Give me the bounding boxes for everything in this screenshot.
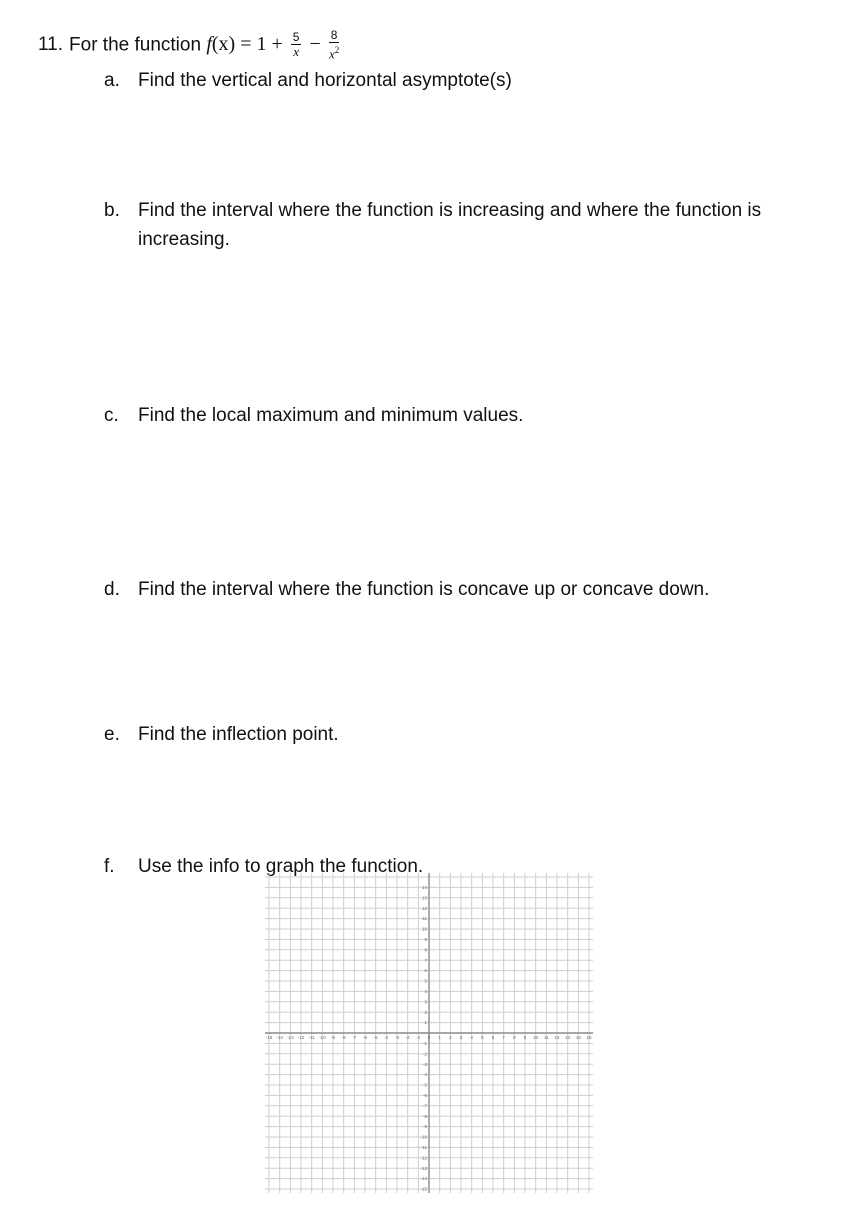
x-tick-label: 13: [565, 1035, 571, 1040]
y-tick-label: -2: [422, 1051, 427, 1057]
x-tick-label: -13: [287, 1035, 294, 1040]
x-tick-label: 10: [533, 1035, 539, 1040]
part-label: b.: [104, 200, 120, 221]
y-tick-label: 1: [424, 1020, 427, 1026]
part-label: e.: [104, 724, 120, 745]
y-tick-label: -8: [422, 1113, 427, 1119]
x-tick-label: 1: [438, 1035, 441, 1040]
part-text: Find the interval where the function is concave up or concave down.: [138, 579, 710, 600]
x-tick-label: 7: [502, 1035, 505, 1040]
part-label: f.: [104, 856, 115, 877]
coordinate-grid-svg: [265, 873, 593, 1193]
x-tick-label: 0: [427, 1035, 431, 1040]
function-expression: [206, 28, 342, 62]
y-tick-label: 7: [424, 957, 427, 963]
minus-sign: −: [309, 33, 321, 56]
y-tick-label: -12: [420, 1155, 427, 1161]
y-tick-label: -11: [420, 1145, 427, 1150]
y-tick-label: 9: [424, 937, 427, 942]
fraction-numerator: 8: [330, 28, 338, 42]
part-label: c.: [104, 405, 119, 426]
y-tick-label: 8: [424, 947, 427, 953]
question-number: 11.: [38, 34, 64, 56]
y-tick-label: -5: [422, 1082, 427, 1088]
denominator-variable: x: [328, 46, 335, 62]
part-text: Find the inflection point.: [138, 724, 339, 745]
x-tick-label: 15: [586, 1035, 592, 1040]
y-tick-label: 14: [421, 885, 427, 890]
constant-term: 1: [256, 33, 267, 56]
y-tick-label: -14: [420, 1176, 427, 1182]
plus-sign: +: [271, 33, 283, 56]
x-tick-label: 4: [470, 1035, 473, 1040]
y-tick-label: 6: [424, 968, 427, 974]
fraction-5-over-x: [291, 30, 302, 59]
x-tick-label: 8: [513, 1035, 516, 1040]
x-tick-label: -12: [297, 1035, 305, 1040]
fraction-denominator: x: [293, 44, 300, 60]
y-tick-label: -4: [422, 1072, 427, 1078]
part-text: Find the local maximum and minimum values.: [138, 405, 524, 426]
x-tick-label: 14: [575, 1035, 581, 1040]
exponent: 2: [334, 45, 340, 55]
x-tick-label: -10: [319, 1035, 326, 1040]
x-tick-label: 5: [481, 1035, 484, 1040]
part-text: Use the info to graph the function.: [138, 856, 424, 877]
part-text: Find the interval where the function is increasing and where the function is increasing.: [138, 200, 762, 250]
x-tick-label: -6: [362, 1035, 368, 1040]
x-tick-label: 3: [459, 1035, 463, 1040]
x-tick-label: 2: [449, 1035, 452, 1040]
y-tick-label: -9: [422, 1124, 427, 1130]
y-tick-label: 2: [424, 1009, 427, 1015]
y-tick-label: -6: [422, 1093, 427, 1098]
x-tick-label: 11: [543, 1035, 549, 1040]
x-tick-label: -14: [276, 1035, 283, 1040]
fraction-8-over-x-squared: [329, 28, 340, 61]
x-tick-label: -4: [384, 1035, 389, 1040]
x-tick-label: -2: [405, 1035, 410, 1040]
x-tick-label: -9: [330, 1035, 336, 1040]
y-tick-label: -13: [420, 1165, 427, 1171]
x-tick-label: 9: [523, 1035, 527, 1040]
part-a: [104, 66, 512, 95]
part-label: a.: [104, 70, 120, 91]
y-tick-label: 10: [421, 926, 427, 932]
coordinate-grid: [265, 873, 593, 1193]
equals-sign: =: [240, 33, 252, 56]
part-b: [104, 196, 824, 254]
x-tick-label: -3: [394, 1035, 400, 1040]
x-tick-label: -11: [308, 1035, 315, 1040]
x-tick-label: -15: [265, 1035, 273, 1040]
fraction-denominator: [329, 43, 339, 61]
y-tick-label: -1: [422, 1041, 427, 1046]
y-tick-label: -7: [422, 1103, 427, 1109]
function-name: f: [206, 33, 212, 56]
part-c: [104, 401, 523, 430]
fraction-numerator: 5: [292, 30, 300, 45]
x-tick-label: -7: [352, 1035, 357, 1040]
part-label: d.: [104, 579, 120, 600]
x-tick-label: -8: [341, 1035, 346, 1040]
function-arg: (x): [211, 33, 236, 56]
x-tick-label: -1: [416, 1035, 421, 1040]
y-tick-label: 5: [424, 978, 427, 984]
y-tick-label: -10: [420, 1134, 427, 1140]
y-tick-label: 12: [421, 905, 427, 911]
y-tick-label: 3: [424, 999, 427, 1005]
x-tick-label: 6: [491, 1035, 495, 1040]
y-tick-label: 13: [421, 895, 427, 901]
y-tick-label: 11: [422, 916, 427, 922]
question-intro: For the function: [69, 34, 202, 56]
y-tick-label: -15: [420, 1186, 427, 1192]
part-d: [104, 575, 709, 604]
x-tick-label: -5: [373, 1035, 378, 1040]
y-tick-label: -3: [422, 1061, 427, 1067]
part-e: [104, 720, 339, 749]
part-text: Find the vertical and horizontal asymptote(s): [138, 70, 512, 91]
x-tick-label: 12: [554, 1035, 560, 1040]
y-tick-label: 4: [424, 989, 427, 994]
question-title: [38, 29, 342, 62]
